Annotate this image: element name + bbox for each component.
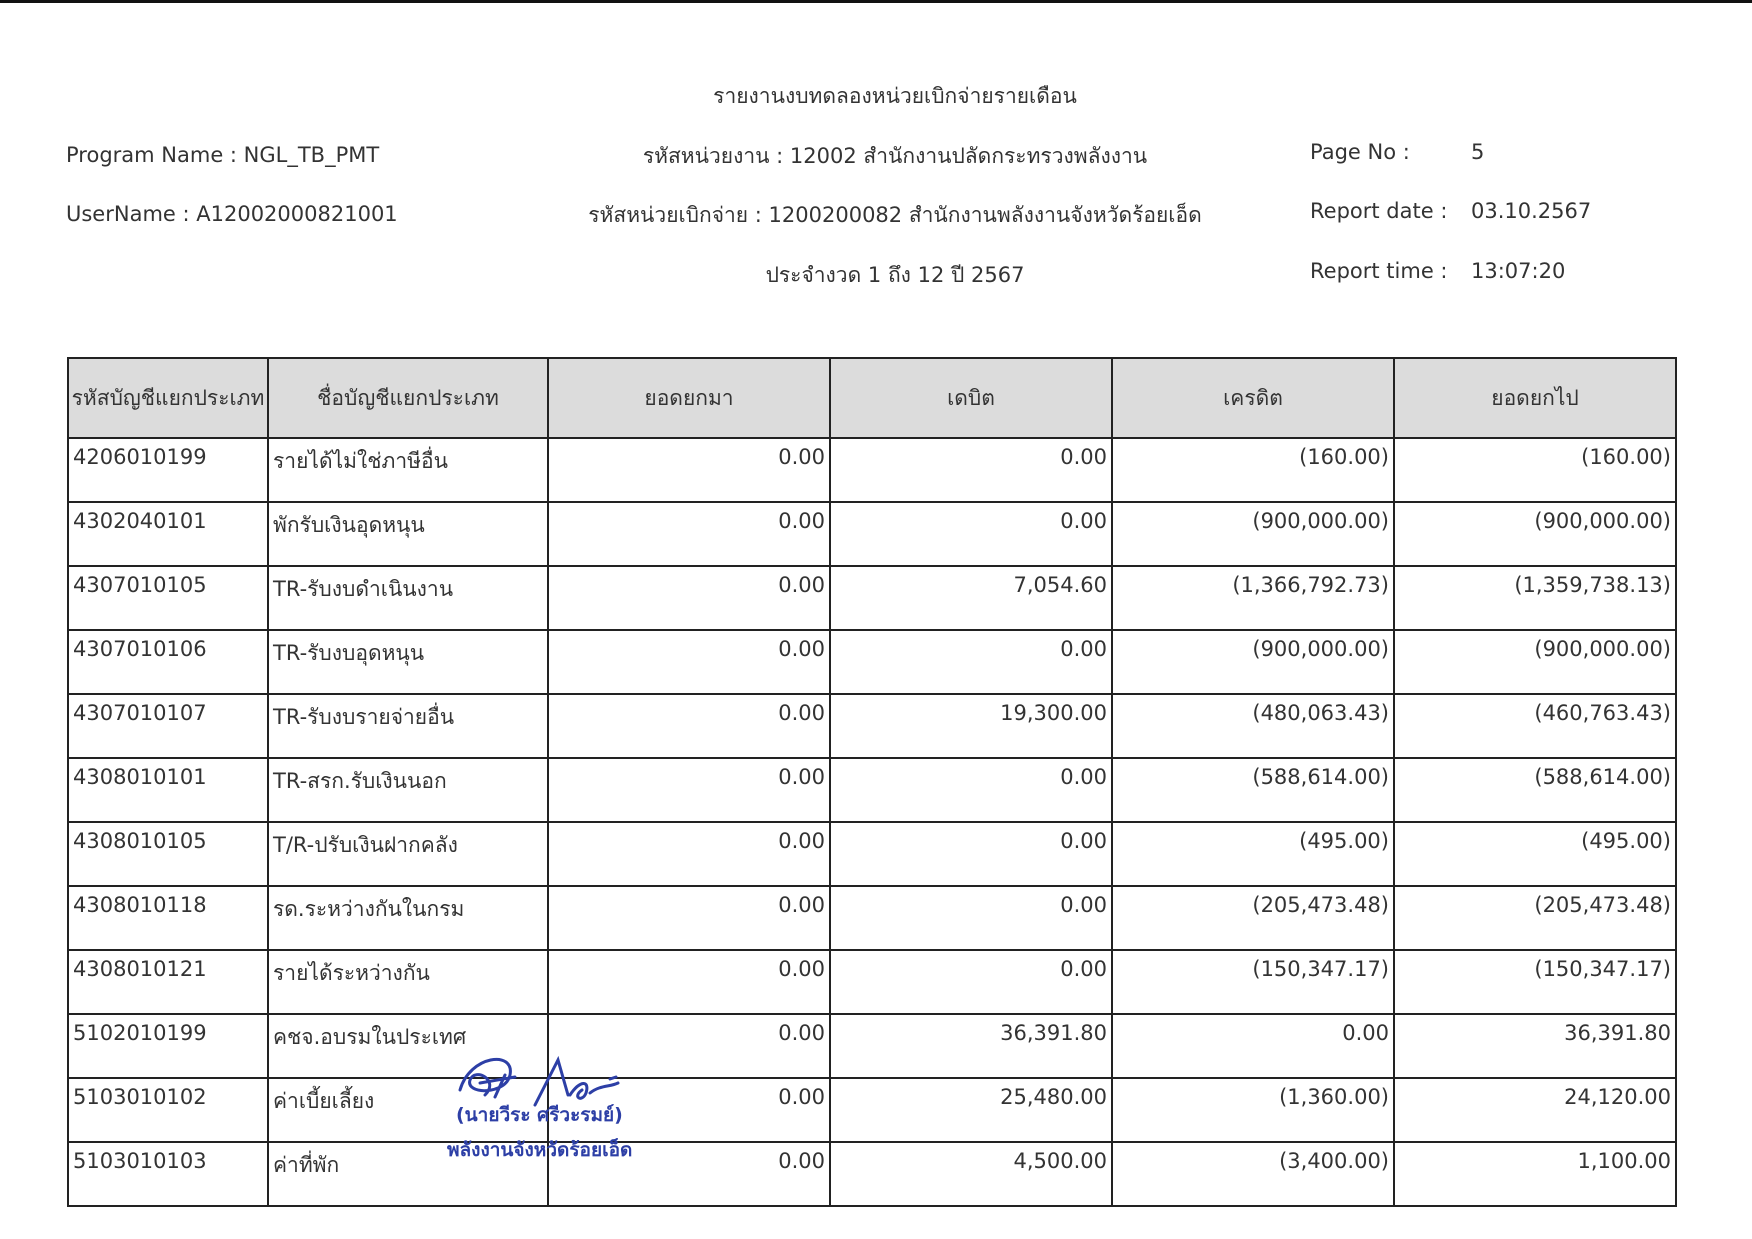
- page-no-label: Page No :: [1310, 140, 1410, 164]
- cell-debit: 0.00: [830, 886, 1112, 950]
- header-account-name: ชื่อบัญชีแยกประเภท: [268, 358, 548, 438]
- header-brought-forward: ยอดยกมา: [548, 358, 830, 438]
- cell-debit: 0.00: [830, 502, 1112, 566]
- disbursing-unit-code: รหัสหน่วยเบิกจ่าย : 1200200082 สำนักงานพลังงานจังหวัดร้อยเอ็ด: [588, 203, 1202, 227]
- cell-account-name: รายได้ระหว่างกัน: [268, 950, 548, 1014]
- header-credit: เครดิต: [1112, 358, 1394, 438]
- page-no-value: 5: [1471, 140, 1485, 164]
- cell-account-name: TR-รับงบอุดหนุน: [268, 630, 548, 694]
- table-header-row: [68, 358, 1676, 438]
- cell-carried-forward: (160.00): [1394, 438, 1676, 502]
- table-row: [68, 822, 1676, 886]
- table-row: [68, 694, 1676, 758]
- header-debit: เดบิต: [830, 358, 1112, 438]
- cell-debit: 4,500.00: [830, 1142, 1112, 1206]
- cell-brought-forward: 0.00: [548, 1142, 830, 1206]
- cell-brought-forward: 0.00: [548, 1078, 830, 1142]
- cell-brought-forward: 0.00: [548, 822, 830, 886]
- cell-account-name: ค่าที่พัก: [268, 1142, 548, 1206]
- trial-balance-table: [67, 357, 1677, 1207]
- cell-carried-forward: (460,763.43): [1394, 694, 1676, 758]
- user-name: UserName : A12002000821001: [66, 202, 398, 226]
- cell-brought-forward: 0.00: [548, 1014, 830, 1078]
- cell-brought-forward: 0.00: [548, 694, 830, 758]
- cell-credit: (480,063.43): [1112, 694, 1394, 758]
- cell-brought-forward: 0.00: [548, 438, 830, 502]
- cell-debit: 0.00: [830, 438, 1112, 502]
- cell-brought-forward: 0.00: [548, 566, 830, 630]
- signer-position-stamp: พลังงานจังหวัดร้อยเอ็ด: [447, 1139, 633, 1161]
- report-date-value: 03.10.2567: [1471, 199, 1592, 223]
- table-row: [68, 438, 1676, 502]
- cell-account-code: 4307010107: [68, 694, 268, 758]
- cell-credit: (150,347.17): [1112, 950, 1394, 1014]
- report-period: ประจำงวด 1 ถึง 12 ปี 2567: [765, 263, 1025, 287]
- cell-credit: (588,614.00): [1112, 758, 1394, 822]
- cell-carried-forward: (588,614.00): [1394, 758, 1676, 822]
- cell-account-name: ค่าเบี้ยเลี้ยง: [268, 1078, 548, 1142]
- report-date-label: Report date :: [1310, 199, 1448, 223]
- cell-debit: 7,054.60: [830, 566, 1112, 630]
- table-row: [68, 950, 1676, 1014]
- cell-account-code: 4308010121: [68, 950, 268, 1014]
- cell-account-code: 4307010106: [68, 630, 268, 694]
- cell-credit: (900,000.00): [1112, 502, 1394, 566]
- table-body: [68, 438, 1676, 1206]
- cell-brought-forward: 0.00: [548, 502, 830, 566]
- cell-credit: (900,000.00): [1112, 630, 1394, 694]
- agency-code: รหัสหน่วยงาน : 12002 สำนักงานปลัดกระทรวงพลังงาน: [642, 144, 1148, 168]
- cell-account-code: 4302040101: [68, 502, 268, 566]
- cell-credit: (3,400.00): [1112, 1142, 1394, 1206]
- signer-name-stamp: (นายวีระ ศรีวะรมย์): [456, 1104, 623, 1126]
- cell-account-code: 4308010101: [68, 758, 268, 822]
- cell-brought-forward: 0.00: [548, 950, 830, 1014]
- cell-carried-forward: (900,000.00): [1394, 502, 1676, 566]
- cell-credit: (495.00): [1112, 822, 1394, 886]
- cell-credit: 0.00: [1112, 1014, 1394, 1078]
- cell-brought-forward: 0.00: [548, 630, 830, 694]
- report-title: รายงานงบทดลองหน่วยเบิกจ่ายรายเดือน: [713, 84, 1077, 108]
- cell-credit: (1,366,792.73): [1112, 566, 1394, 630]
- cell-account-name: TR-รับงบรายจ่ายอื่น: [268, 694, 548, 758]
- cell-debit: 19,300.00: [830, 694, 1112, 758]
- cell-account-code: 4308010105: [68, 822, 268, 886]
- cell-account-name: พักรับเงินอุดหนุน: [268, 502, 548, 566]
- cell-carried-forward: 36,391.80: [1394, 1014, 1676, 1078]
- cell-debit: 0.00: [830, 758, 1112, 822]
- table-row: [68, 886, 1676, 950]
- table-row: [68, 758, 1676, 822]
- cell-credit: (1,360.00): [1112, 1078, 1394, 1142]
- report-time-label: Report time :: [1310, 259, 1448, 283]
- cell-carried-forward: 1,100.00: [1394, 1142, 1676, 1206]
- program-name: Program Name : NGL_TB_PMT: [66, 143, 380, 167]
- cell-account-name: T/R-ปรับเงินฝากคลัง: [268, 822, 548, 886]
- cell-account-code: 5102010199: [68, 1014, 268, 1078]
- cell-account-code: 4206010199: [68, 438, 268, 502]
- cell-debit: 0.00: [830, 822, 1112, 886]
- cell-account-code: 5103010103: [68, 1142, 268, 1206]
- cell-carried-forward: (900,000.00): [1394, 630, 1676, 694]
- cell-account-name: TR-รับงบดำเนินงาน: [268, 566, 548, 630]
- cell-brought-forward: 0.00: [548, 886, 830, 950]
- report-time-value: 13:07:20: [1471, 259, 1566, 283]
- cell-credit: (160.00): [1112, 438, 1394, 502]
- header-account-code: รหัสบัญชีแยกประเภท: [68, 358, 268, 438]
- table-row: [68, 1014, 1676, 1078]
- cell-carried-forward: 24,120.00: [1394, 1078, 1676, 1142]
- table-row: [68, 502, 1676, 566]
- cell-account-code: 5103010102: [68, 1078, 268, 1142]
- table-row: [68, 630, 1676, 694]
- cell-account-name: รายได้ไม่ใช่ภาษีอื่น: [268, 438, 548, 502]
- cell-carried-forward: (205,473.48): [1394, 886, 1676, 950]
- cell-debit: 36,391.80: [830, 1014, 1112, 1078]
- cell-brought-forward: 0.00: [548, 758, 830, 822]
- cell-carried-forward: (150,347.17): [1394, 950, 1676, 1014]
- cell-debit: 25,480.00: [830, 1078, 1112, 1142]
- cell-account-name: TR-สรก.รับเงินนอก: [268, 758, 548, 822]
- cell-debit: 0.00: [830, 950, 1112, 1014]
- table-row: [68, 1142, 1676, 1206]
- cell-account-code: 4307010105: [68, 566, 268, 630]
- cell-account-code: 4308010118: [68, 886, 268, 950]
- header-carried-forward: ยอดยกไป: [1394, 358, 1676, 438]
- cell-account-name: คชจ.อบรมในประเทศ: [268, 1014, 548, 1078]
- cell-debit: 0.00: [830, 630, 1112, 694]
- cell-account-name: รด.ระหว่างกันในกรม: [268, 886, 548, 950]
- table-row: [68, 1078, 1676, 1142]
- scan-top-edge: [0, 0, 1752, 3]
- cell-carried-forward: (1,359,738.13): [1394, 566, 1676, 630]
- table-row: [68, 566, 1676, 630]
- cell-credit: (205,473.48): [1112, 886, 1394, 950]
- cell-carried-forward: (495.00): [1394, 822, 1676, 886]
